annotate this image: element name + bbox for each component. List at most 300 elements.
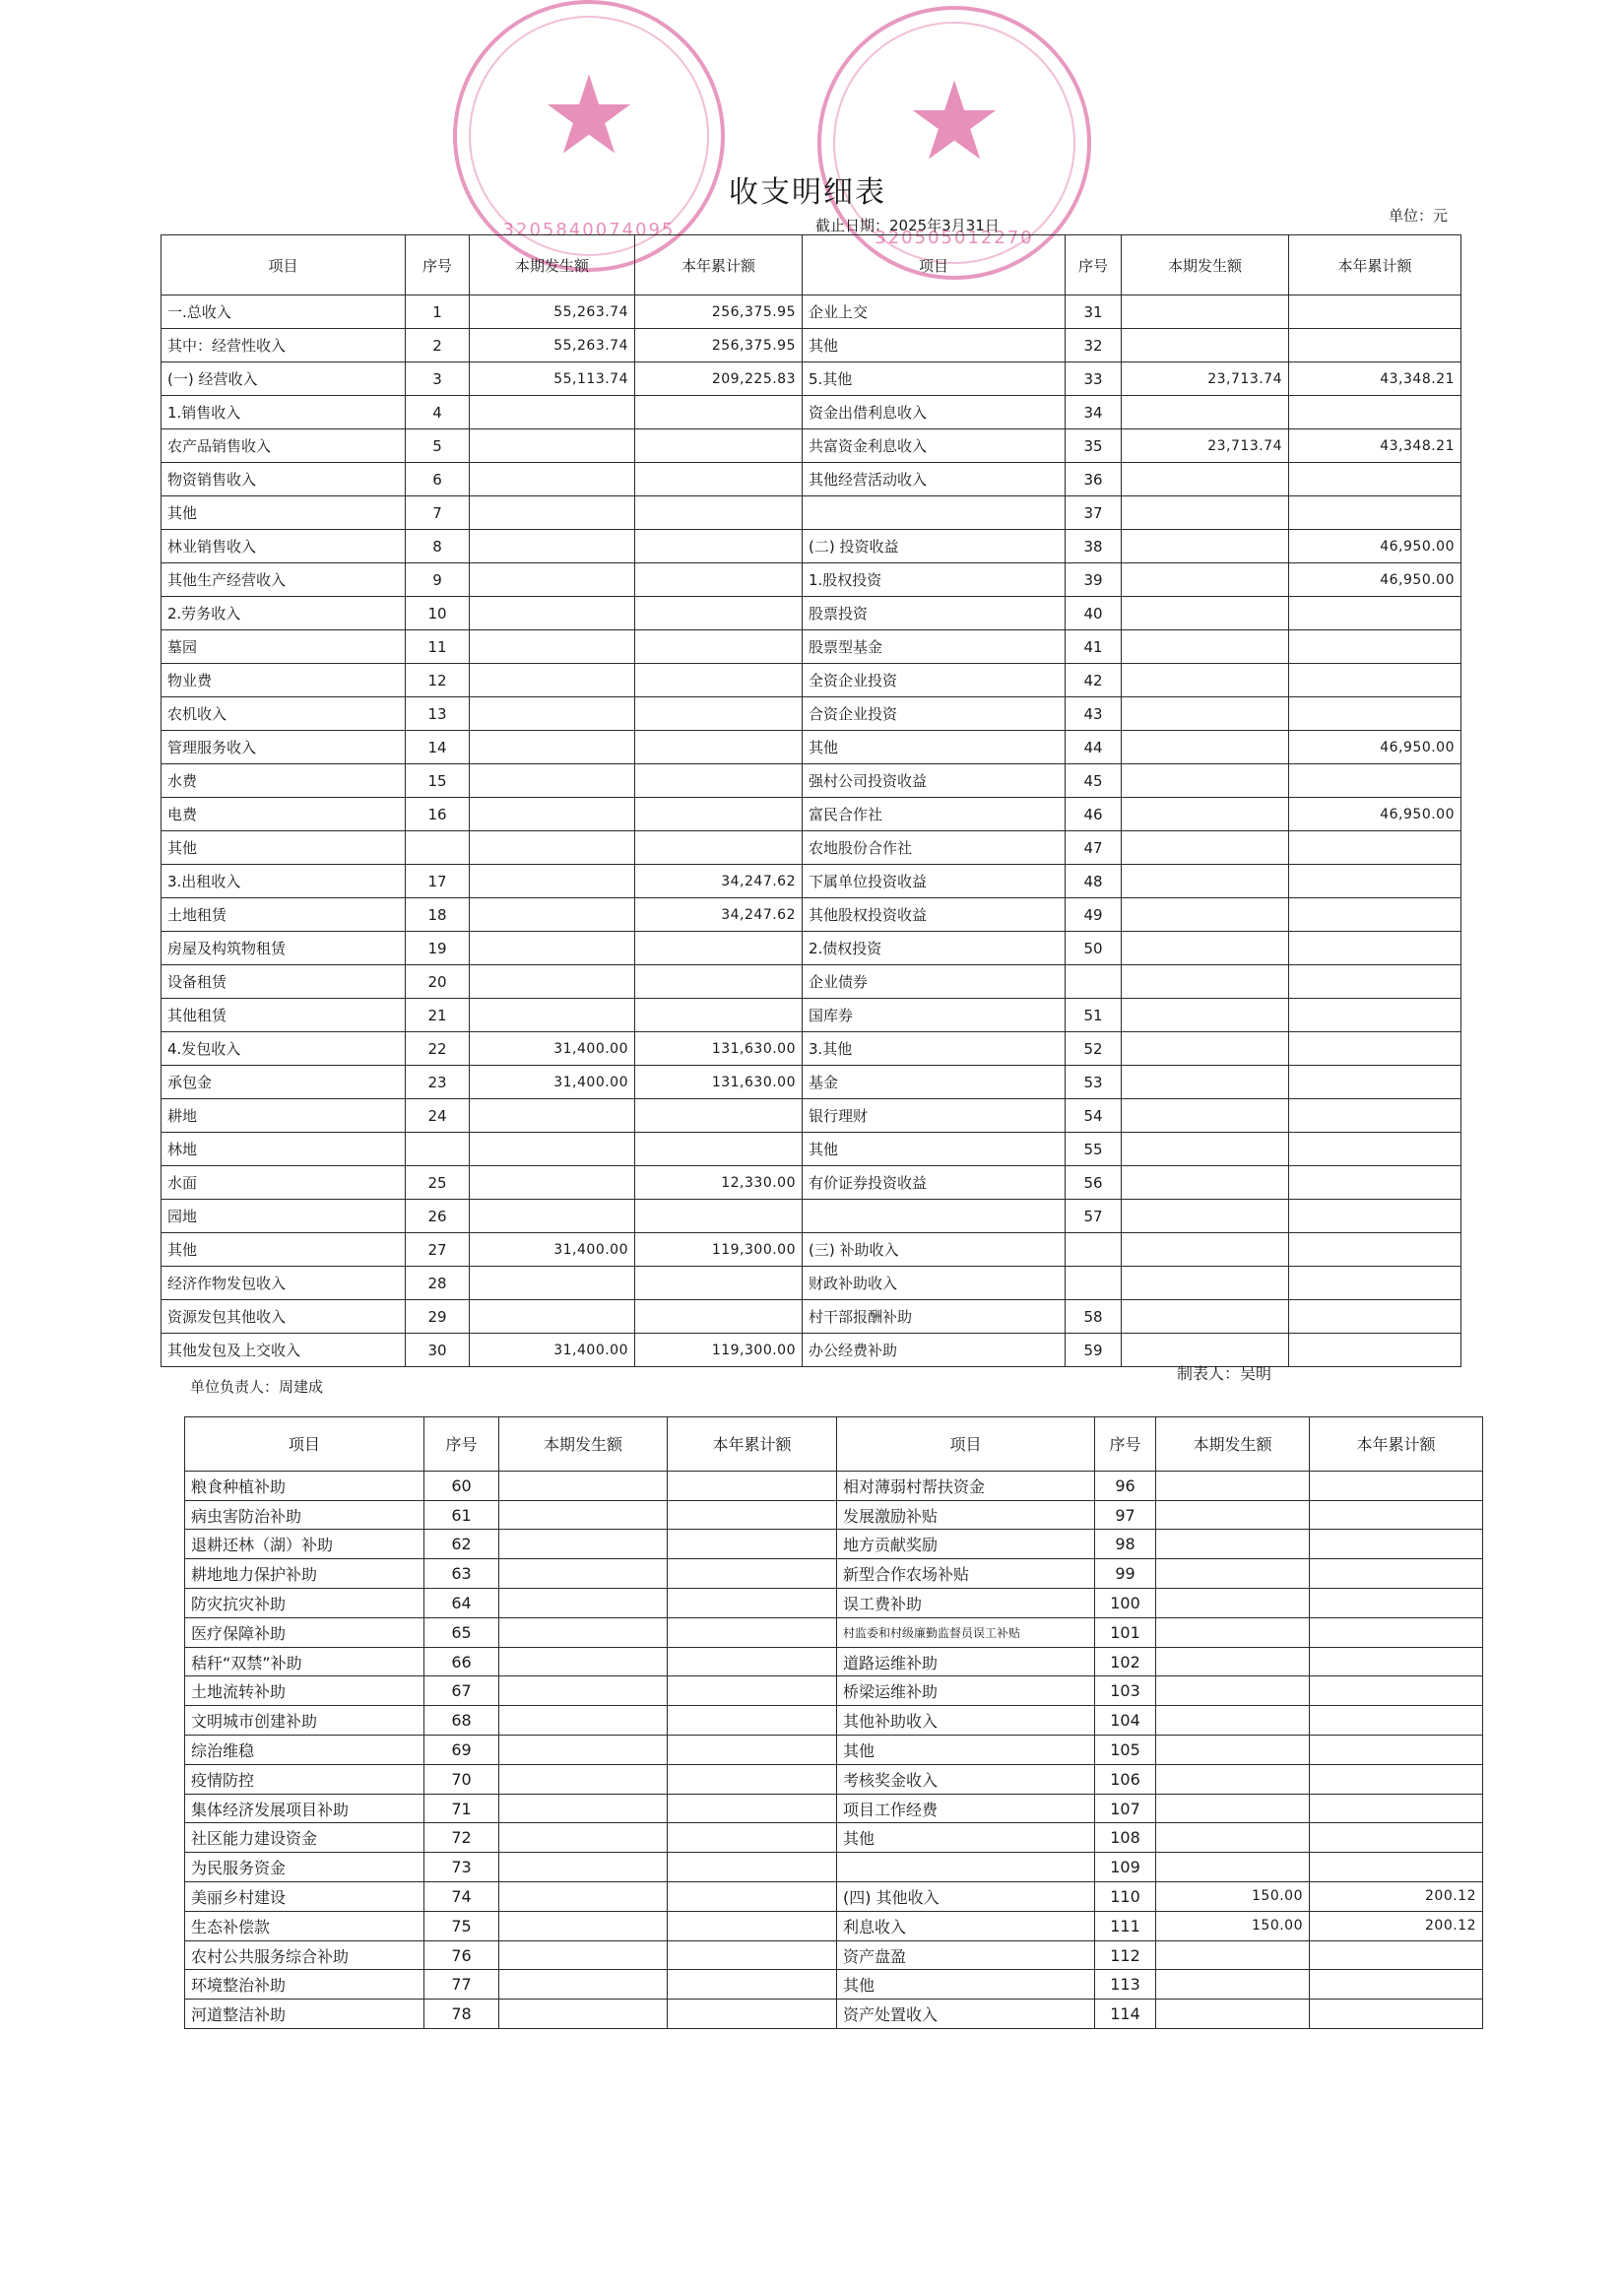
seq-cell: 109 (1095, 1853, 1156, 1882)
table-row (162, 831, 1461, 865)
period-amount-cell (499, 1617, 668, 1647)
table-row (162, 597, 1461, 630)
period-amount-cell (1156, 1764, 1310, 1794)
column-header: 序号 (1066, 235, 1122, 295)
seq-cell: 23 (406, 1066, 470, 1099)
seq-cell: 57 (1066, 1200, 1122, 1233)
ytd-amount-cell (635, 764, 803, 798)
period-amount-cell (1156, 1471, 1310, 1500)
seq-cell: 62 (424, 1530, 499, 1559)
period-amount-cell (1156, 1970, 1310, 2000)
period-amount-cell (499, 1647, 668, 1676)
seq-cell: 10 (406, 597, 470, 630)
ytd-amount-cell: 43,348.21 (1289, 362, 1461, 396)
seq-cell: 107 (1095, 1794, 1156, 1823)
period-amount-cell: 31,400.00 (470, 1066, 635, 1099)
item-cell: 资产处置收入 (837, 2000, 1095, 2029)
period-amount-cell (470, 798, 635, 831)
seq-cell: 40 (1066, 597, 1122, 630)
seq-cell: 51 (1066, 999, 1122, 1032)
item-cell: 2.劳务收入 (162, 597, 406, 630)
table-row (162, 1099, 1461, 1133)
ytd-amount-cell (1289, 463, 1461, 496)
ytd-amount-cell: 34,247.62 (635, 865, 803, 898)
period-amount-cell (499, 1589, 668, 1618)
seq-cell: 9 (406, 563, 470, 597)
table-row (185, 1823, 1483, 1853)
ytd-amount-cell (1289, 932, 1461, 965)
ytd-amount-cell (635, 1099, 803, 1133)
ytd-amount-cell (635, 999, 803, 1032)
seq-cell: 98 (1095, 1530, 1156, 1559)
table-row (185, 1589, 1483, 1618)
ytd-amount-cell (1310, 1530, 1483, 1559)
period-amount-cell (1156, 1940, 1310, 1970)
period-amount-cell (1122, 831, 1289, 865)
ytd-amount-cell (635, 664, 803, 697)
item-cell: 5.其他 (803, 362, 1066, 396)
cooperative-seal-left: ★ 3205840074095 (453, 0, 725, 272)
period-amount-cell (1156, 1823, 1310, 1853)
item-cell: 其中：经营性收入 (162, 329, 406, 362)
seq-cell: 16 (406, 798, 470, 831)
item-cell: 基金 (803, 1066, 1066, 1099)
table-row (185, 1706, 1483, 1736)
table-row (185, 1617, 1483, 1647)
period-amount-cell (499, 1911, 668, 1940)
seal-code: 320505012270 (875, 228, 1034, 248)
table-row (185, 1559, 1483, 1589)
ytd-amount-cell (1289, 496, 1461, 530)
seq-cell: 111 (1095, 1911, 1156, 1940)
seq-cell: 58 (1066, 1300, 1122, 1334)
item-cell: 集体经济发展项目补助 (185, 1794, 424, 1823)
period-amount-cell (499, 1970, 668, 2000)
period-amount-cell (1122, 764, 1289, 798)
item-cell: 管理服务收入 (162, 731, 406, 764)
seq-cell: 12 (406, 664, 470, 697)
ytd-amount-cell (635, 396, 803, 429)
ytd-amount-cell: 46,950.00 (1289, 798, 1461, 831)
ytd-amount-cell (635, 1300, 803, 1334)
ytd-amount-cell (668, 1471, 837, 1500)
ytd-amount-cell: 119,300.00 (635, 1334, 803, 1367)
seq-cell: 2 (406, 329, 470, 362)
item-cell: 企业上交 (803, 295, 1066, 329)
period-amount-cell (470, 1166, 635, 1200)
item-cell: 其他 (803, 1133, 1066, 1166)
period-amount-cell (1156, 1589, 1310, 1618)
ytd-amount-cell (635, 463, 803, 496)
period-amount-cell (1156, 1794, 1310, 1823)
period-amount-cell (470, 831, 635, 865)
seq-cell: 59 (1066, 1334, 1122, 1367)
table-row (185, 1882, 1483, 1912)
item-cell: 1.股权投资 (803, 563, 1066, 597)
ytd-amount-cell (668, 1853, 837, 1882)
seq-cell: 100 (1095, 1589, 1156, 1618)
item-cell: 村监委和村级廉勤监督员误工补贴 (837, 1617, 1095, 1647)
period-amount-cell (470, 530, 635, 563)
seq-cell: 55 (1066, 1133, 1122, 1166)
item-cell: 耕地地力保护补助 (185, 1559, 424, 1589)
seq-cell: 74 (424, 1882, 499, 1912)
column-header: 项目 (803, 235, 1066, 295)
ytd-amount-cell (635, 697, 803, 731)
item-cell: 综治维稳 (185, 1736, 424, 1765)
table-row (162, 362, 1461, 396)
item-cell: 防灾抗灾补助 (185, 1589, 424, 1618)
ytd-amount-cell (635, 731, 803, 764)
table-row (185, 1530, 1483, 1559)
table-row (162, 1166, 1461, 1200)
seq-cell: 61 (424, 1500, 499, 1530)
item-cell: 其他 (162, 831, 406, 865)
item-cell: 股票投资 (803, 597, 1066, 630)
table-row (185, 1794, 1483, 1823)
table-row (185, 1471, 1483, 1500)
period-amount-cell (470, 764, 635, 798)
ytd-amount-cell (1289, 999, 1461, 1032)
item-cell: 为民服务资金 (185, 1853, 424, 1882)
seq-cell: 35 (1066, 429, 1122, 463)
seq-cell: 72 (424, 1823, 499, 1853)
period-amount-cell (1122, 932, 1289, 965)
seq-cell (1066, 1233, 1122, 1267)
cooperative-seal-right: ★ 320505012270 (817, 6, 1091, 280)
seq-cell (1066, 965, 1122, 999)
seq-cell: 15 (406, 764, 470, 798)
seq-cell: 32 (1066, 329, 1122, 362)
period-amount-cell (1156, 1530, 1310, 1559)
column-header: 本期发生额 (499, 1417, 668, 1472)
table-row (162, 697, 1461, 731)
seq-cell: 31 (1066, 295, 1122, 329)
table-header-row (185, 1417, 1483, 1472)
period-amount-cell: 23,713.74 (1122, 362, 1289, 396)
income-table-2 (184, 1416, 1483, 2029)
ytd-amount-cell (1289, 1099, 1461, 1133)
item-cell: 其他租赁 (162, 999, 406, 1032)
ytd-amount-cell (1310, 2000, 1483, 2029)
period-amount-cell (1122, 463, 1289, 496)
period-amount-cell (1156, 1500, 1310, 1530)
column-header: 本期发生额 (470, 235, 635, 295)
period-amount-cell (470, 597, 635, 630)
item-cell: 4.发包收入 (162, 1032, 406, 1066)
item-cell (837, 1853, 1095, 1882)
item-cell: 农机收入 (162, 697, 406, 731)
table-row (162, 295, 1461, 329)
seq-cell: 63 (424, 1559, 499, 1589)
ytd-amount-cell: 46,950.00 (1289, 563, 1461, 597)
item-cell (803, 496, 1066, 530)
item-cell: 农地股份合作社 (803, 831, 1066, 865)
item-cell: 医疗保障补助 (185, 1617, 424, 1647)
period-amount-cell (1156, 1676, 1310, 1706)
ytd-amount-cell (1310, 1940, 1483, 1970)
ytd-amount-cell (1289, 630, 1461, 664)
item-cell: 财政补助收入 (803, 1267, 1066, 1300)
seq-cell: 73 (424, 1853, 499, 1882)
seq-cell: 101 (1095, 1617, 1156, 1647)
seq-cell: 71 (424, 1794, 499, 1823)
item-cell: 地方贡献奖励 (837, 1530, 1095, 1559)
ytd-amount-cell: 43,348.21 (1289, 429, 1461, 463)
seq-cell: 21 (406, 999, 470, 1032)
page-title: 收支明细表 (729, 175, 886, 210)
period-amount-cell: 55,263.74 (470, 329, 635, 362)
seq-cell: 65 (424, 1617, 499, 1647)
report-date: 截止日期：2025年3月31日 (815, 217, 1000, 234)
seq-cell: 70 (424, 1764, 499, 1794)
period-amount-cell (1156, 1736, 1310, 1765)
table-row (162, 1066, 1461, 1099)
period-amount-cell (499, 1530, 668, 1559)
ytd-amount-cell: 209,225.83 (635, 362, 803, 396)
seq-cell (406, 1133, 470, 1166)
period-amount-cell (499, 1500, 668, 1530)
ytd-amount-cell (668, 1882, 837, 1912)
period-amount-cell (1122, 1200, 1289, 1233)
ytd-amount-cell (1289, 1300, 1461, 1334)
table-row (185, 1736, 1483, 1765)
period-amount-cell (1156, 1559, 1310, 1589)
item-cell: 设备租赁 (162, 965, 406, 999)
table-row (162, 932, 1461, 965)
ytd-amount-cell (635, 429, 803, 463)
period-amount-cell (1122, 865, 1289, 898)
preparer-signature: 制表人：吴明 (1177, 1364, 1272, 1383)
seq-cell: 49 (1066, 898, 1122, 932)
ytd-amount-cell (1310, 1471, 1483, 1500)
seq-cell: 43 (1066, 697, 1122, 731)
table-row (185, 1853, 1483, 1882)
ytd-amount-cell (668, 1530, 837, 1559)
seq-cell: 104 (1095, 1706, 1156, 1736)
period-amount-cell (1122, 295, 1289, 329)
table-row (162, 764, 1461, 798)
item-cell: 生态补偿款 (185, 1911, 424, 1940)
ytd-amount-cell (1289, 1267, 1461, 1300)
table-row (162, 865, 1461, 898)
ytd-amount-cell (668, 1764, 837, 1794)
seq-cell: 39 (1066, 563, 1122, 597)
column-header: 序号 (406, 235, 470, 295)
table-row (162, 630, 1461, 664)
item-cell: 3.出租收入 (162, 865, 406, 898)
period-amount-cell (470, 932, 635, 965)
table-row (162, 1133, 1461, 1166)
ytd-amount-cell (1310, 1970, 1483, 2000)
period-amount-cell (470, 496, 635, 530)
seq-cell: 46 (1066, 798, 1122, 831)
seq-cell: 108 (1095, 1823, 1156, 1853)
seq-cell: 3 (406, 362, 470, 396)
table-row (162, 731, 1461, 764)
table-row (162, 1032, 1461, 1066)
ytd-amount-cell (668, 1940, 837, 1970)
item-cell: 园地 (162, 1200, 406, 1233)
ytd-amount-cell (635, 563, 803, 597)
period-amount-cell (1156, 2000, 1310, 2029)
period-amount-cell (1122, 999, 1289, 1032)
ytd-amount-cell: 256,375.95 (635, 295, 803, 329)
ytd-amount-cell (668, 1647, 837, 1676)
ytd-amount-cell (1310, 1706, 1483, 1736)
item-cell: 林地 (162, 1133, 406, 1166)
period-amount-cell (1122, 1066, 1289, 1099)
seq-cell: 13 (406, 697, 470, 731)
ytd-amount-cell (1289, 898, 1461, 932)
ytd-amount-cell (1289, 697, 1461, 731)
seq-cell: 54 (1066, 1099, 1122, 1133)
ytd-amount-cell (1289, 396, 1461, 429)
ytd-amount-cell (668, 2000, 837, 2029)
seq-cell: 56 (1066, 1166, 1122, 1200)
seq-cell: 14 (406, 731, 470, 764)
period-amount-cell (470, 999, 635, 1032)
item-cell: 电费 (162, 798, 406, 831)
seq-cell: 68 (424, 1706, 499, 1736)
item-cell (803, 1200, 1066, 1233)
unit-label: 单位：元 (1389, 207, 1449, 225)
period-amount-cell (470, 1300, 635, 1334)
ytd-amount-cell (1289, 1066, 1461, 1099)
table-row (162, 463, 1461, 496)
ytd-amount-cell (635, 965, 803, 999)
item-cell: 利息收入 (837, 1911, 1095, 1940)
table-row (162, 329, 1461, 362)
period-amount-cell (470, 630, 635, 664)
period-amount-cell (470, 697, 635, 731)
period-amount-cell (1122, 697, 1289, 731)
ytd-amount-cell (1310, 1589, 1483, 1618)
seq-cell: 76 (424, 1940, 499, 1970)
ytd-amount-cell (668, 1589, 837, 1618)
ytd-amount-cell (1289, 597, 1461, 630)
period-amount-cell (499, 1706, 668, 1736)
seq-cell: 105 (1095, 1736, 1156, 1765)
ytd-amount-cell (635, 1133, 803, 1166)
item-cell: 河道整洁补助 (185, 2000, 424, 2029)
ytd-amount-cell (1289, 764, 1461, 798)
ytd-amount-cell (1289, 965, 1461, 999)
item-cell: 村干部报酬补助 (803, 1300, 1066, 1334)
seq-cell: 112 (1095, 1940, 1156, 1970)
table-row (162, 563, 1461, 597)
table-row (162, 530, 1461, 563)
ytd-amount-cell (668, 1823, 837, 1853)
item-cell: 一.总收入 (162, 295, 406, 329)
item-cell: 承包金 (162, 1066, 406, 1099)
seq-cell: 24 (406, 1099, 470, 1133)
ytd-amount-cell: 12,330.00 (635, 1166, 803, 1200)
seq-cell: 38 (1066, 530, 1122, 563)
seq-cell: 28 (406, 1267, 470, 1300)
period-amount-cell (470, 563, 635, 597)
item-cell: 资源发包其他收入 (162, 1300, 406, 1334)
item-cell: 有价证券投资收益 (803, 1166, 1066, 1200)
period-amount-cell: 31,400.00 (470, 1032, 635, 1066)
period-amount-cell: 150.00 (1156, 1882, 1310, 1912)
ytd-amount-cell (635, 932, 803, 965)
item-cell: 美丽乡村建设 (185, 1882, 424, 1912)
table-row (185, 1764, 1483, 1794)
column-header: 本年累计额 (1289, 235, 1461, 295)
item-cell: 发展激励补贴 (837, 1500, 1095, 1530)
table-row (162, 1200, 1461, 1233)
ytd-amount-cell (1310, 1647, 1483, 1676)
column-header: 本期发生额 (1156, 1417, 1310, 1472)
period-amount-cell: 23,713.74 (1122, 429, 1289, 463)
period-amount-cell (470, 965, 635, 999)
item-cell: 误工费补助 (837, 1589, 1095, 1618)
ytd-amount-cell (1289, 1032, 1461, 1066)
item-cell: 下属单位投资收益 (803, 865, 1066, 898)
item-cell: 水费 (162, 764, 406, 798)
ytd-amount-cell: 200.12 (1310, 1882, 1483, 1912)
period-amount-cell (1122, 1032, 1289, 1066)
table-row (185, 1647, 1483, 1676)
seq-cell: 42 (1066, 664, 1122, 697)
seq-cell: 97 (1095, 1500, 1156, 1530)
column-header: 项目 (185, 1417, 424, 1472)
seq-cell (406, 831, 470, 865)
seq-cell: 48 (1066, 865, 1122, 898)
seq-cell: 45 (1066, 764, 1122, 798)
seq-cell: 34 (1066, 396, 1122, 429)
table-row (185, 1970, 1483, 2000)
column-header: 本年累计额 (1310, 1417, 1483, 1472)
period-amount-cell: 31,400.00 (470, 1233, 635, 1267)
period-amount-cell (1122, 664, 1289, 697)
ytd-amount-cell (668, 1500, 837, 1530)
period-amount-cell (1122, 965, 1289, 999)
period-amount-cell (499, 1882, 668, 1912)
item-cell: (一) 经营收入 (162, 362, 406, 396)
ytd-amount-cell (635, 798, 803, 831)
item-cell: 其他 (162, 1233, 406, 1267)
item-cell: 土地租赁 (162, 898, 406, 932)
ytd-amount-cell: 256,375.95 (635, 329, 803, 362)
column-header: 本年累计额 (668, 1417, 837, 1472)
seq-cell: 106 (1095, 1764, 1156, 1794)
item-cell: 病虫害防治补助 (185, 1500, 424, 1530)
seq-cell: 99 (1095, 1559, 1156, 1589)
ytd-amount-cell (635, 630, 803, 664)
item-cell: 环境整治补助 (185, 1970, 424, 2000)
item-cell: 其他 (837, 1970, 1095, 2000)
period-amount-cell (1122, 496, 1289, 530)
period-amount-cell (470, 731, 635, 764)
ytd-amount-cell (635, 530, 803, 563)
item-cell: 其他发包及上交收入 (162, 1334, 406, 1367)
period-amount-cell (470, 1099, 635, 1133)
item-cell: 其他 (837, 1736, 1095, 1765)
seq-cell: 6 (406, 463, 470, 496)
column-header: 序号 (1095, 1417, 1156, 1472)
item-cell: 企业债券 (803, 965, 1066, 999)
seq-cell: 52 (1066, 1032, 1122, 1066)
ytd-amount-cell (1310, 1676, 1483, 1706)
item-cell: 墓园 (162, 630, 406, 664)
item-cell: 其他 (162, 496, 406, 530)
item-cell: 其他 (803, 731, 1066, 764)
period-amount-cell (1122, 1267, 1289, 1300)
table-row (162, 1267, 1461, 1300)
ytd-amount-cell (1310, 1794, 1483, 1823)
